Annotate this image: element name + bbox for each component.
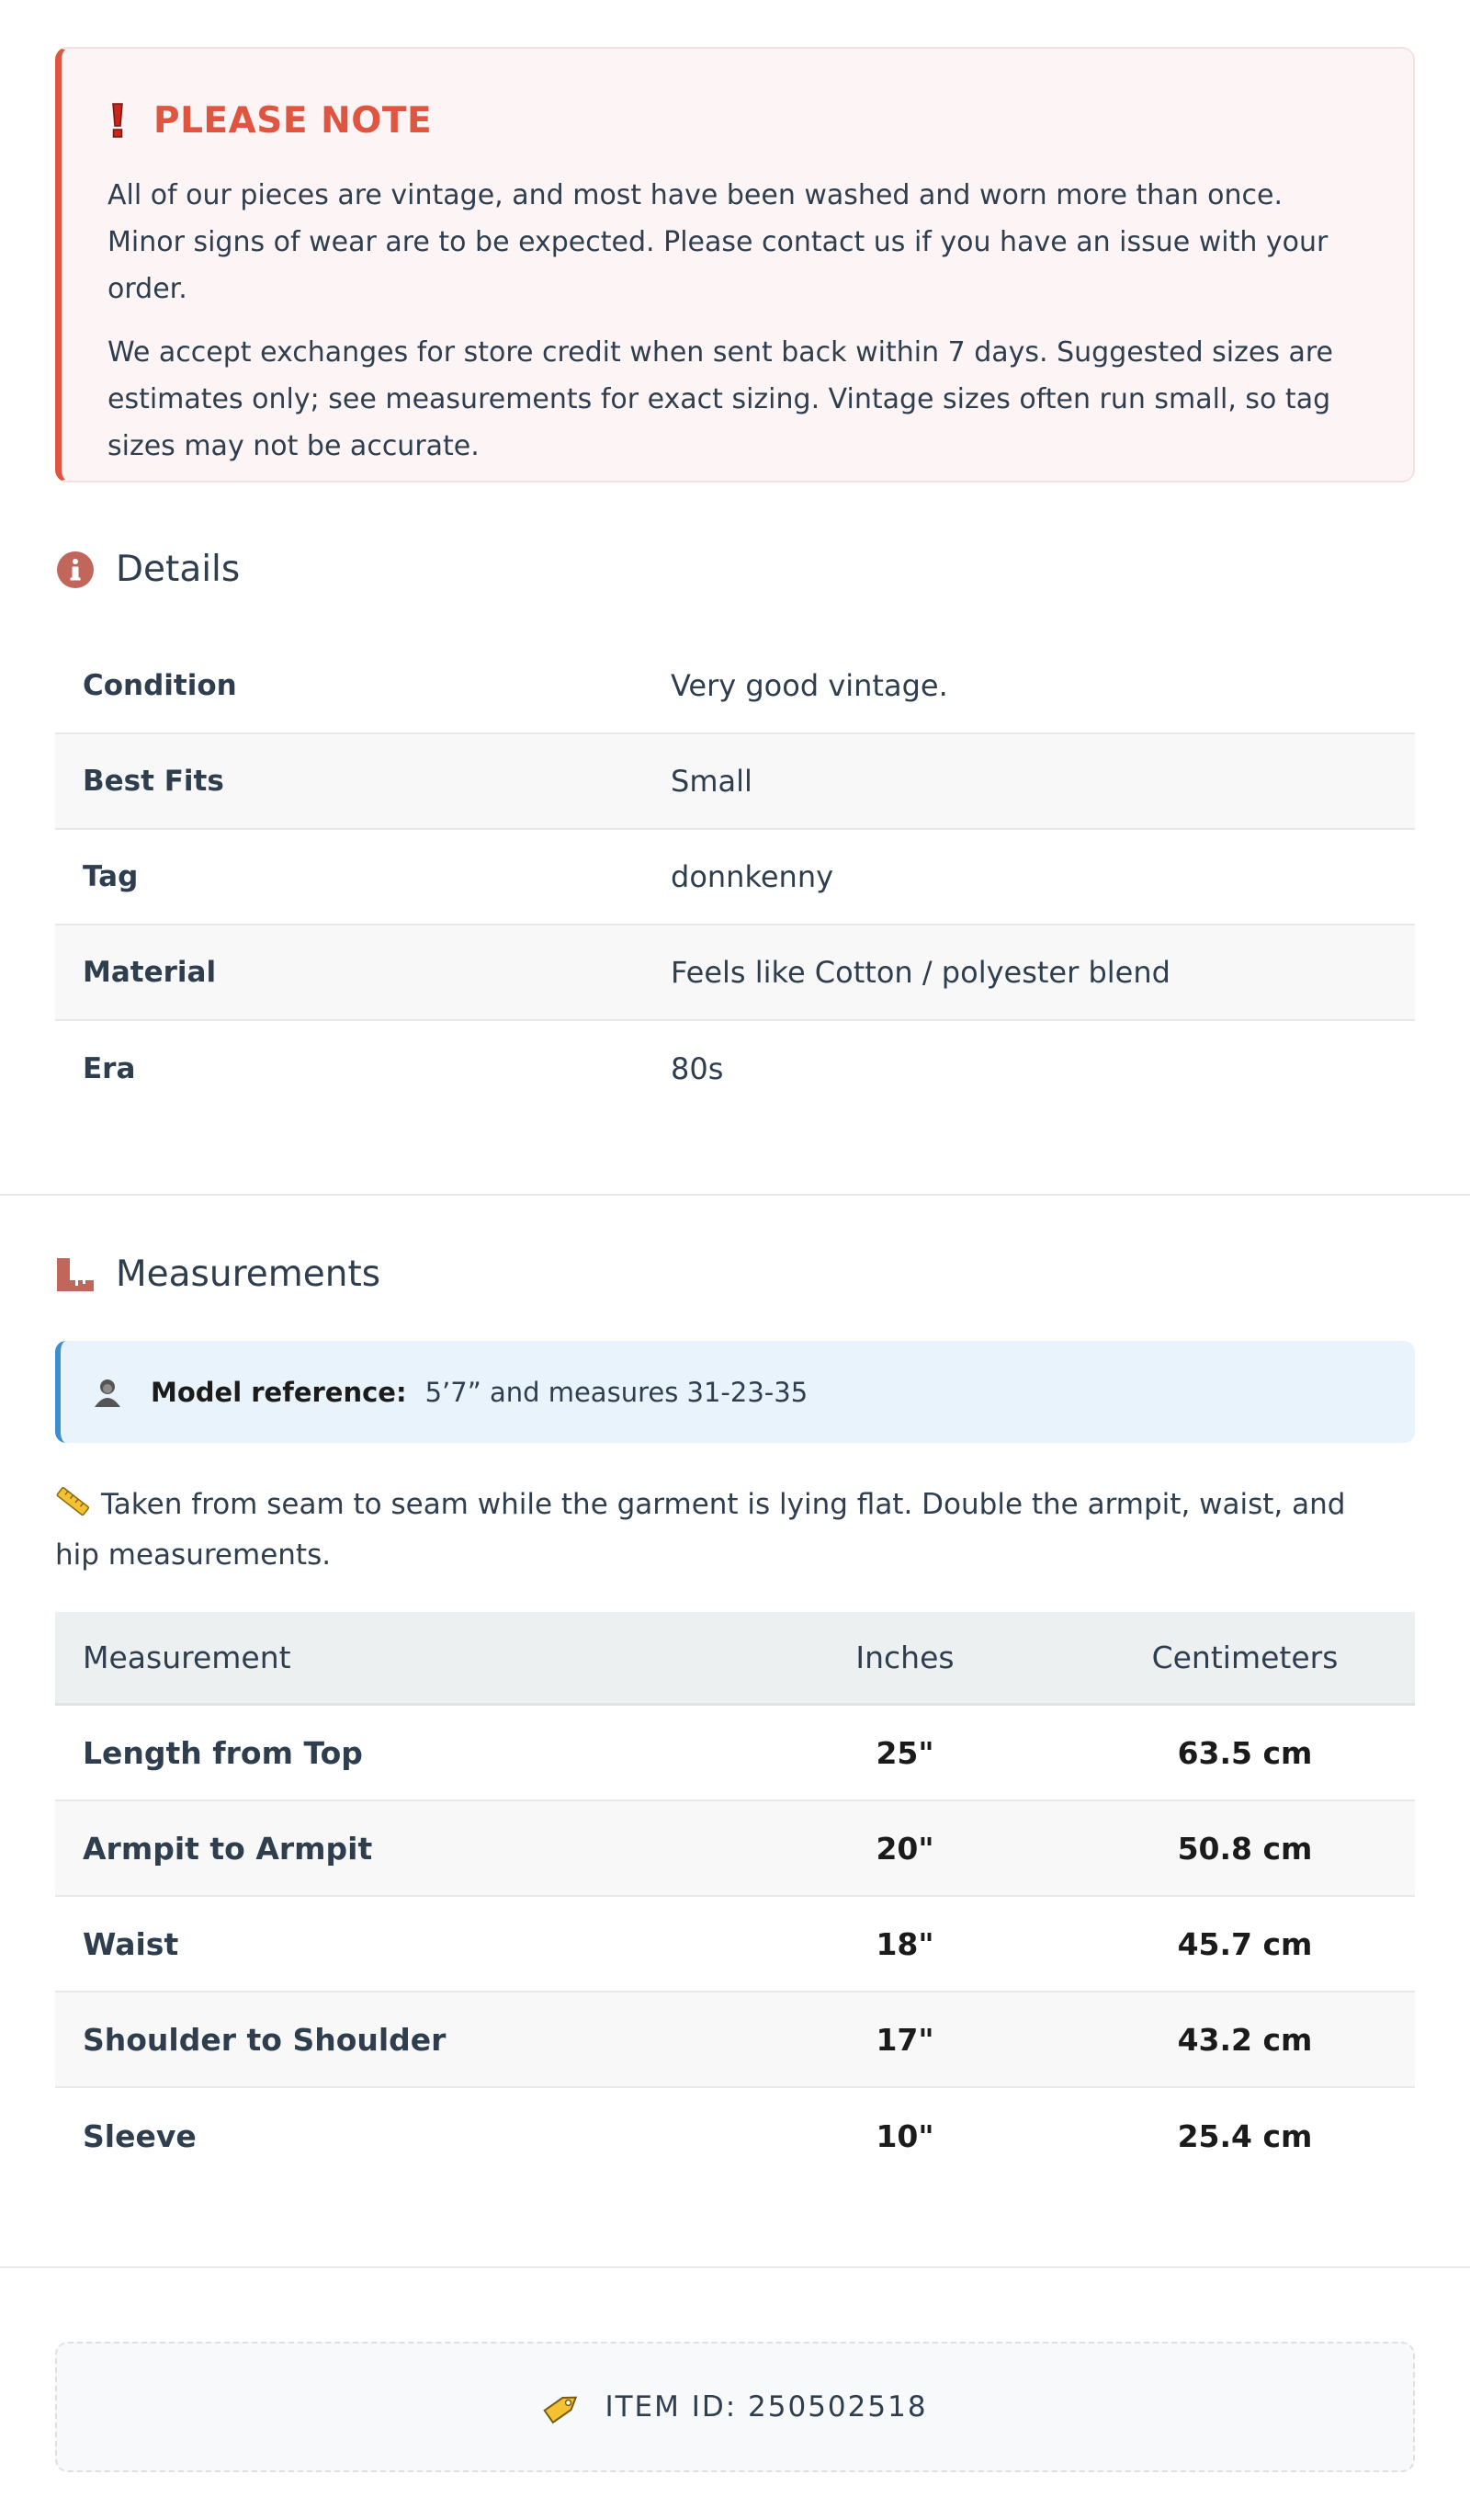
table-row [55, 639, 1415, 734]
person-icon [92, 1377, 123, 1408]
note-title: PLEASE NOTE [153, 99, 433, 142]
model-label: Model reference: [151, 1376, 407, 1408]
measurements-heading [55, 1254, 380, 1295]
measurement-name: Waist [83, 1925, 179, 1962]
table-row [55, 734, 1415, 830]
table-row [55, 1706, 1415, 1801]
measurement-name: Length from Top [83, 1734, 363, 1771]
table-row [55, 1801, 1415, 1897]
table-row [55, 1897, 1415, 1992]
table-row [55, 1021, 1415, 1117]
item-id-text: ITEM ID: 250502518 [605, 2390, 928, 2424]
details-heading [55, 549, 240, 590]
detail-key: Tag [83, 860, 139, 893]
measurement-name: Shoulder to Shoulder [83, 2021, 447, 2058]
detail-value: donnkenny [671, 859, 834, 894]
table-row [55, 1992, 1415, 2088]
model-value: 5’7” and measures 31-23-35 [424, 1376, 808, 1408]
details-table [55, 639, 1415, 1117]
table-row [55, 925, 1415, 1021]
measurement-inches: 10" [876, 2117, 934, 2154]
detail-key: Condition [83, 669, 237, 702]
section-divider [0, 2266, 1470, 2268]
detail-key: Era [83, 1052, 136, 1085]
exclamation-icon [107, 102, 128, 139]
detail-key: Material [83, 956, 217, 989]
details-title: Details [116, 549, 241, 590]
detail-key: Best Fits [83, 765, 224, 798]
detail-value: Feels like Cotton / polyester blend [671, 955, 1170, 990]
measurement-name: Sleeve [83, 2117, 197, 2154]
section-divider [0, 1194, 1470, 1196]
note-paragraph-2: We accept exchanges for store credit when sent back within 7 days. Suggested sizes are estimates only; see measurements for exact sizing. Vintage sizes often run small, so tag sizes may not be accurate. [107, 336, 1334, 462]
info-icon [55, 550, 96, 590]
detail-value: Small [671, 764, 752, 799]
measurement-inches: 25" [876, 1734, 934, 1771]
pencil-ruler-icon [55, 1485, 90, 1532]
detail-value: Very good vintage. [671, 668, 948, 703]
measurement-cm: 45.7 cm [1177, 1925, 1313, 1962]
table-row [55, 2088, 1415, 2184]
measurement-inches: 17" [876, 2021, 934, 2058]
measurement-cm: 43.2 cm [1177, 2021, 1313, 2058]
note-paragraph-1: All of our pieces are vintage, and most have been washed and worn more than once. Minor signs of wear are to be expected. Please contact us if you have an issue with your order. [107, 179, 1329, 305]
ruler-icon [55, 1254, 96, 1295]
model-reference-box [55, 1341, 1415, 1443]
item-id-box [55, 2342, 1415, 2472]
measurement-instructions [55, 1481, 1378, 1579]
column-header-centimeters: Centimeters [1151, 1640, 1339, 1675]
measurement-inches: 18" [876, 1925, 934, 1962]
column-header-measurement: Measurement [83, 1640, 291, 1675]
measurements-table [55, 1612, 1415, 2184]
measurement-note-text: Taken from seam to seam while the garment is lying flat. Double the armpit, waist, and hip measurements. [55, 1488, 1346, 1572]
note-title-row [107, 99, 1367, 142]
measurement-inches: 20" [876, 1830, 934, 1867]
table-row [55, 830, 1415, 925]
tag-icon [542, 2387, 582, 2427]
measurements-title: Measurements [116, 1254, 381, 1295]
detail-value: 80s [671, 1051, 724, 1086]
measurement-name: Armpit to Armpit [83, 1830, 373, 1867]
table-header-row [55, 1612, 1415, 1706]
measurement-cm: 25.4 cm [1177, 2117, 1313, 2154]
please-note-box [55, 47, 1415, 482]
column-header-inches: Inches [855, 1640, 955, 1675]
measurement-cm: 50.8 cm [1177, 1830, 1313, 1867]
measurement-cm: 63.5 cm [1177, 1734, 1313, 1771]
